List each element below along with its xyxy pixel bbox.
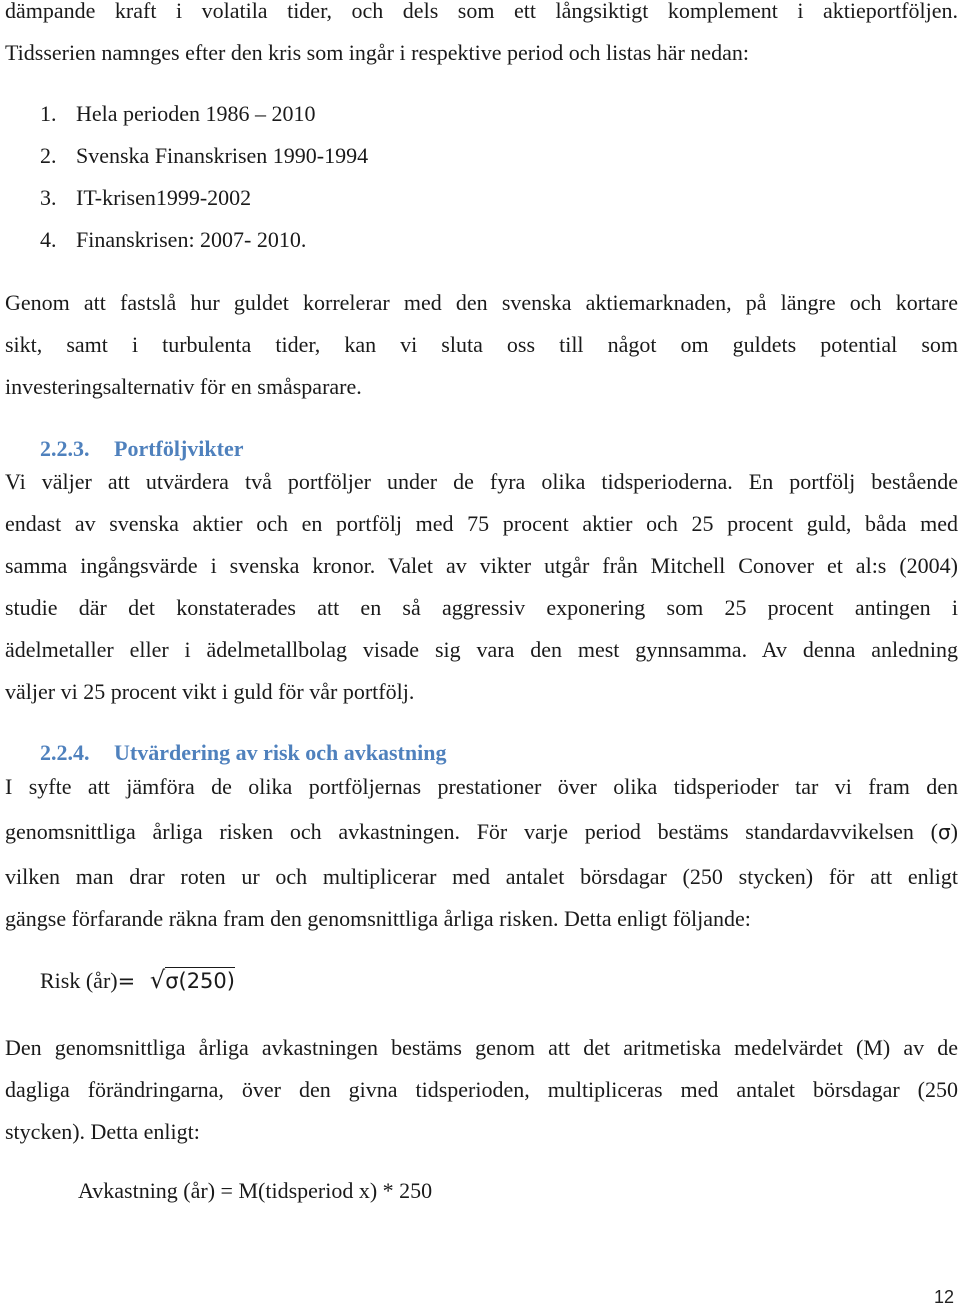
paragraph-line: Den genomsnittliga årliga avkastningen bestäms genom att det aritmetiska medelvärdet (M) av de: [5, 1035, 958, 1060]
portfolio-weights-paragraph: [5, 461, 958, 713]
return-formula: Avkastning (år) = M(tidsperiod x) * 250: [78, 1178, 433, 1203]
intro-paragraph: [5, 0, 958, 74]
paragraph-line: dagliga förändringarna, över den givna tidsperioden, multipliceras med antalet börsdagar (250: [5, 1077, 958, 1102]
paragraph-line: samma ingångsvärde i svenska kronor. Valet av vikter utgår från Mitchell Conover et al:s (2004): [5, 553, 958, 578]
section-number: 2.2.4.: [40, 740, 90, 765]
page-number: 12: [933, 1287, 954, 1307]
paragraph-line: Vi väljer att utvärdera två portföljer under de fyra olika tidsperioderna. En portfölj bestående: [5, 469, 958, 494]
paragraph-line: genomsnittliga årliga risken och avkastningen. För varje period bestäms standardavvikelsen (σ): [5, 819, 958, 844]
section-heading-portfoljvikter: [40, 436, 244, 462]
gold-correlation-paragraph: [5, 282, 958, 408]
section-title: Utvärdering av risk och avkastning: [114, 740, 447, 765]
risk-return-paragraph: [5, 766, 958, 940]
radical-sign: √: [149, 966, 166, 994]
period-list: [40, 93, 368, 261]
paragraph-line: studie där det konstaterades att en så aggressiv exponering som 25 procent antingen i: [5, 595, 958, 620]
paragraph-line: ädelmetaller eller i ädelmetallbolag visade sig vara den mest gynnsamma. Av denna anledning: [5, 637, 958, 662]
paragraph-line: väljer vi 25 procent vikt i guld för vår portfölj.: [5, 679, 415, 704]
formula-label: Risk (år): [40, 968, 118, 993]
square-root-expression: [150, 966, 235, 994]
section-number: 2.2.3.: [40, 436, 90, 461]
sigma-symbol: σ: [937, 820, 951, 844]
paragraph-line: investeringsalternativ för en småsparare.: [5, 374, 362, 399]
period-list-item: 1. Hela perioden 1986 – 2010: [40, 101, 316, 126]
paragraph-line: vilken man drar roten ur och multiplicerar med antalet börsdagar (250 stycken) för att enligt: [5, 864, 958, 889]
intro-line: Tidsserien namnges efter den kris som ingår i respektive period och listas här nedan:: [5, 40, 749, 65]
section-heading-risk-avkastning: [40, 740, 446, 766]
radicand: σ(250): [165, 969, 235, 993]
average-return-paragraph: [5, 1027, 958, 1153]
paragraph-line: Genom att fastslå hur guldet korrelerar med den svenska aktiemarknaden, på längre och kortare: [5, 290, 958, 315]
period-list-item: 3. IT-krisen1999-2002: [40, 185, 252, 210]
formula-equals: =: [117, 969, 136, 993]
paragraph-line: I syfte att jämföra de olika portföljernas prestationer över olika tidsperioder tar vi fram den: [5, 774, 958, 799]
intro-line: dämpande kraft i volatila tider, och dels som ett långsiktigt komplement i aktieportföljen.: [5, 0, 958, 23]
paragraph-line: sikt, samt i turbulenta tider, kan vi sluta oss till något om guldets potential som: [5, 332, 958, 357]
paragraph-line: endast av svenska aktier och en portfölj med 75 procent aktier och 25 procent guld, båda med: [5, 511, 958, 536]
section-title: Portföljvikter: [114, 436, 244, 461]
paragraph-line: stycken). Detta enligt:: [5, 1119, 200, 1144]
period-list-item: 2. Svenska Finanskrisen 1990-1994: [40, 143, 369, 168]
period-list-item: 4. Finanskrisen: 2007- 2010.: [40, 227, 307, 252]
risk-formula: [40, 966, 235, 994]
paragraph-line: gängse förfarande räkna fram den genomsnittliga årliga risken. Detta enligt följande:: [5, 906, 751, 931]
